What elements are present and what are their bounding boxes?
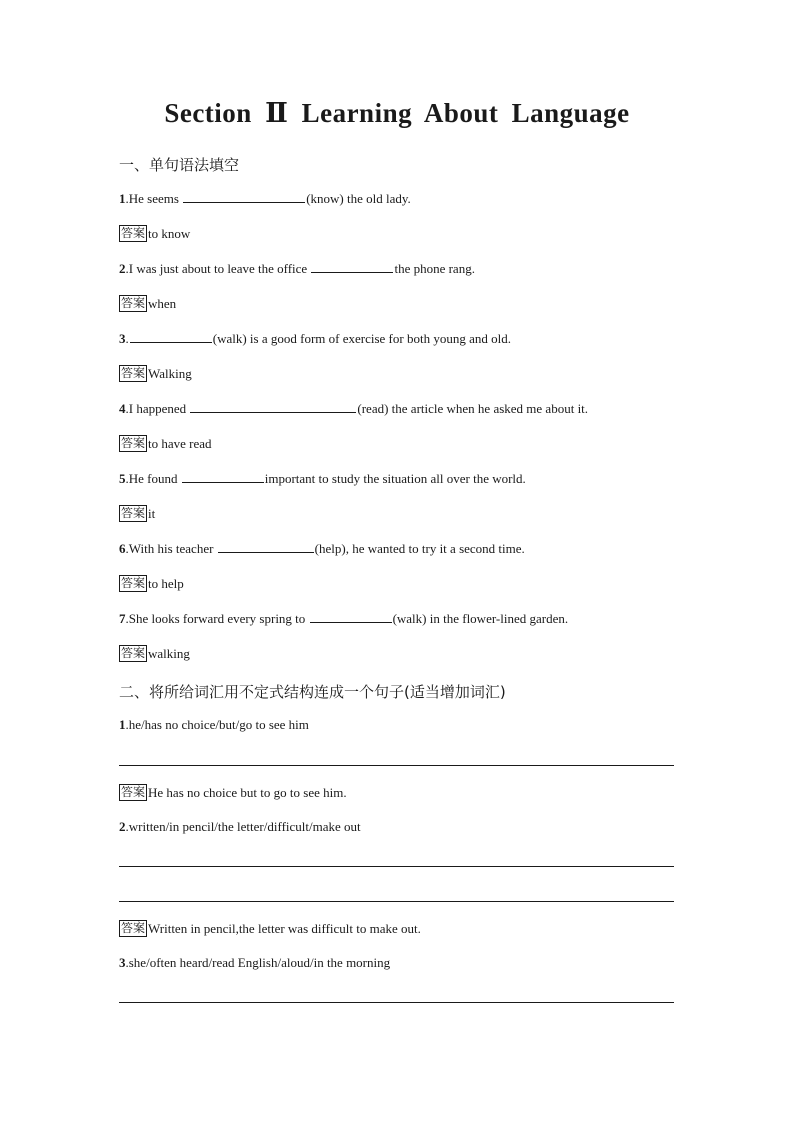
question-number: 5	[119, 471, 126, 486]
prompt-1	[119, 717, 309, 733]
answer-p2-2	[119, 920, 421, 937]
question-text-post: (walk) is a good form of exercise for both young and old.	[212, 331, 511, 346]
answer-tag: 答案	[121, 506, 146, 520]
question-text-pre: .With his teacher	[125, 541, 217, 556]
answer-tag: 答案	[121, 226, 146, 240]
prompt-text: .he/has no choice/but/go to see him	[125, 717, 309, 732]
question-text-post: the phone rang.	[394, 261, 475, 276]
answer-text: when	[148, 295, 177, 311]
answer-blank[interactable]	[130, 331, 212, 343]
question-text-pre: .I was just about to leave the office	[125, 261, 311, 276]
question-3	[119, 331, 511, 347]
question-text-post: (know) the old lady.	[306, 191, 411, 206]
section-heading-infinitive: 二、将所给词汇用不定式结构连成一个句子(适当增加词汇)	[119, 683, 506, 701]
answer-text: walking	[148, 645, 190, 661]
answer-text: to help	[148, 575, 184, 591]
question-text-post: important to study the situation all over the world.	[264, 471, 526, 486]
question-6	[119, 541, 525, 557]
answer-text: Walking	[148, 365, 192, 381]
answer-line[interactable]	[119, 901, 674, 902]
question-text-pre: .I happened	[125, 401, 190, 416]
question-2	[119, 261, 475, 277]
answer-1	[119, 225, 190, 242]
question-number: 4	[119, 401, 126, 416]
answer-tag: 答案	[121, 366, 146, 380]
question-number: 3	[119, 331, 126, 346]
question-number: 1	[119, 191, 126, 206]
answer-blank[interactable]	[183, 191, 305, 203]
answer-p2-1	[119, 784, 347, 801]
answer-3	[119, 365, 192, 382]
answer-tag: 答案	[121, 921, 146, 935]
question-number: 3	[119, 955, 126, 970]
prompt-text: .written/in pencil/the letter/difficult/make out	[125, 819, 361, 834]
answer-7	[119, 645, 190, 662]
question-text-pre: .She looks forward every spring to	[125, 611, 309, 626]
answer-text: He has no choice but to go to see him.	[148, 784, 347, 800]
answer-6	[119, 575, 184, 592]
answer-text: Written in pencil,the letter was difficult to make out.	[148, 920, 421, 936]
answer-tag: 答案	[121, 646, 146, 660]
answer-text: to have read	[148, 435, 212, 451]
answer-tag: 答案	[121, 436, 146, 450]
question-text-post: (help), he wanted to try it a second time.	[314, 541, 525, 556]
answer-4	[119, 435, 212, 452]
answer-tag: 答案	[121, 576, 146, 590]
answer-text: it	[148, 505, 156, 521]
question-number: 7	[119, 611, 126, 626]
answer-blank[interactable]	[310, 611, 392, 623]
answer-blank[interactable]	[190, 401, 356, 413]
answer-line[interactable]	[119, 866, 674, 867]
question-number: 2	[119, 819, 126, 834]
question-number: 1	[119, 717, 126, 732]
prompt-2	[119, 819, 361, 835]
answer-text: to know	[148, 225, 191, 241]
question-text-post: (walk) in the flower-lined garden.	[392, 611, 569, 626]
question-text-pre: .He seems	[125, 191, 183, 206]
question-7	[119, 611, 568, 627]
question-1	[119, 191, 411, 207]
answer-blank[interactable]	[311, 261, 393, 273]
answer-blank[interactable]	[182, 471, 264, 483]
question-number: 2	[119, 261, 126, 276]
question-text-post: (read) the article when he asked me about it.	[357, 401, 589, 416]
answer-tag: 答案	[121, 785, 146, 799]
question-text-pre: .He found	[125, 471, 181, 486]
answer-line[interactable]	[119, 765, 674, 766]
answer-5	[119, 505, 155, 522]
question-5	[119, 471, 526, 487]
question-4	[119, 401, 588, 417]
prompt-3	[119, 955, 390, 971]
answer-blank[interactable]	[218, 541, 314, 553]
question-number: 6	[119, 541, 126, 556]
section-heading-fill-blank: 一、单句语法填空	[119, 156, 240, 174]
prompt-text: .she/often heard/read English/aloud/in the morning	[125, 955, 391, 970]
answer-tag: 答案	[121, 296, 146, 310]
question-text-pre: .	[125, 331, 129, 346]
answer-2	[119, 295, 176, 312]
answer-line[interactable]	[119, 1002, 674, 1003]
page-title: Section Ⅱ Learning About Language	[164, 98, 630, 128]
